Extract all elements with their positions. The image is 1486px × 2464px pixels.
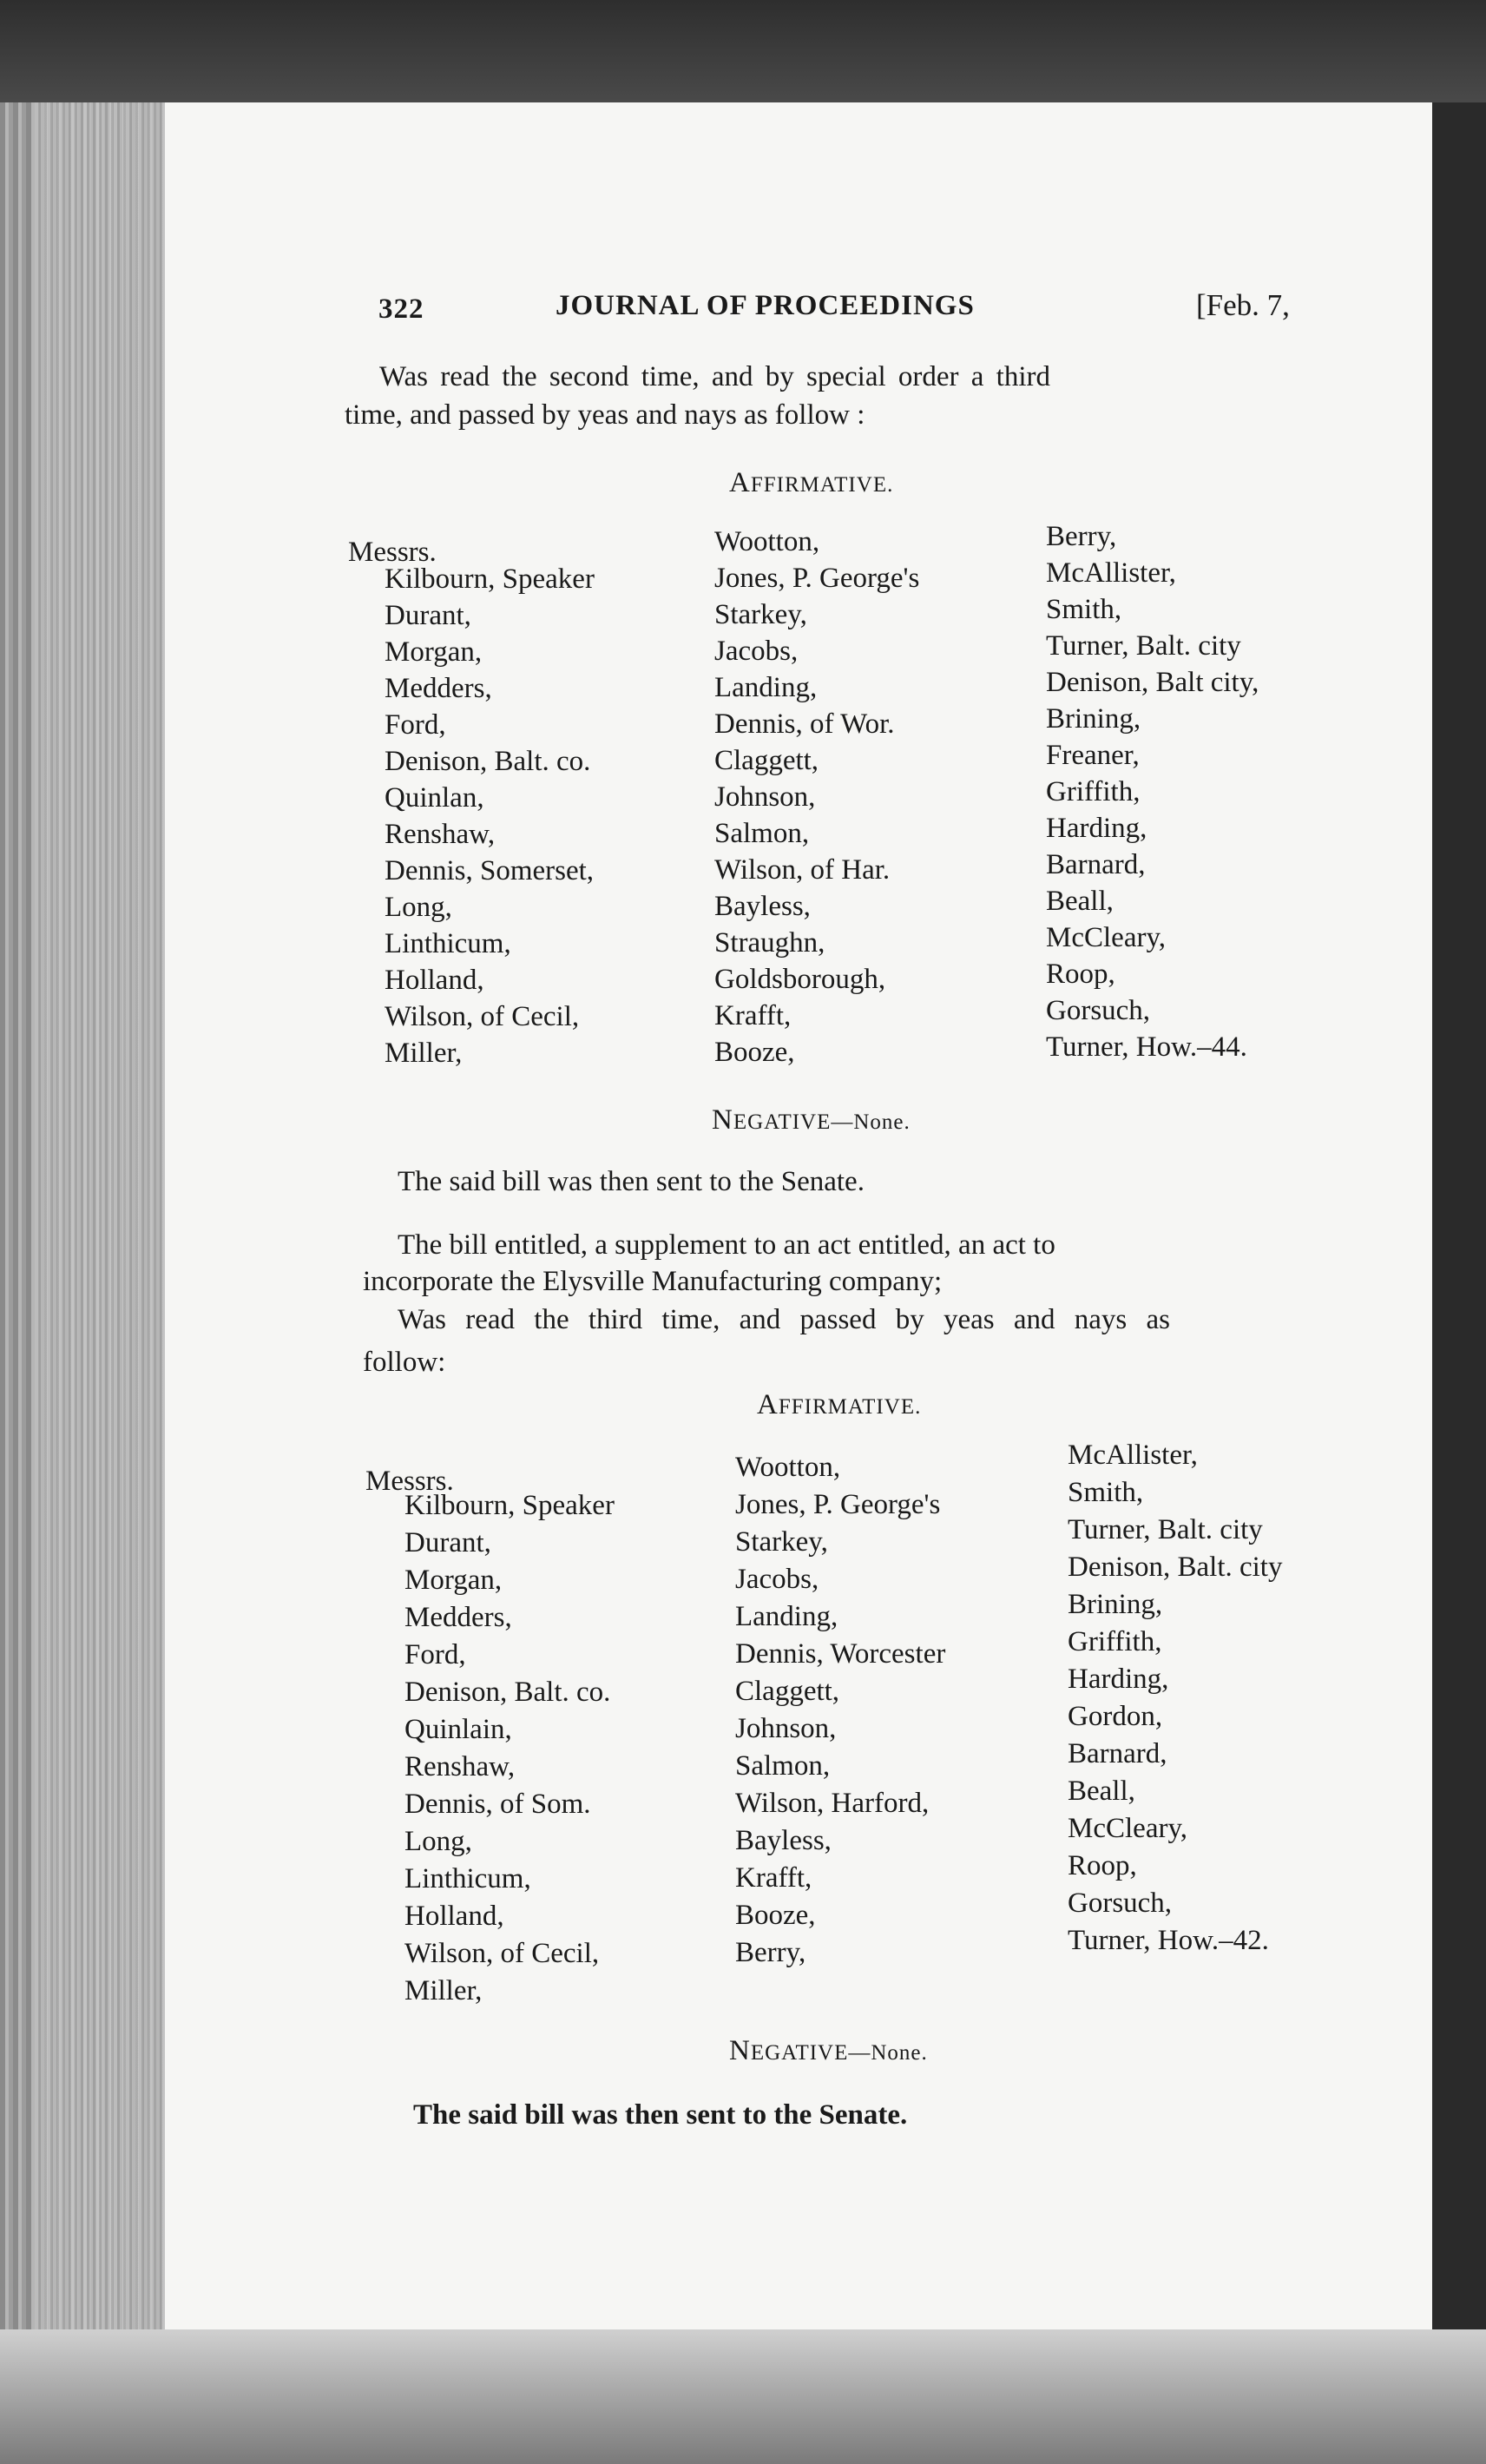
scan-background-right: [1432, 102, 1486, 2464]
vote2-closing: The said bill was then sent to the Senate.: [413, 2099, 908, 2131]
member-name: Jones, P. George's: [735, 1489, 941, 1520]
vote1-intro-line2: time, and passed by yeas and nays as follow :: [345, 399, 865, 431]
scan-background-top: [0, 0, 1486, 104]
member-name: Linthicum,: [404, 1863, 531, 1894]
member-name: Straughn,: [714, 927, 825, 959]
member-name: Morgan,: [385, 636, 483, 668]
member-name: Wootton,: [735, 1452, 841, 1483]
member-name: Roop,: [1068, 1850, 1137, 1881]
member-name: Starkey,: [735, 1526, 828, 1558]
member-name: Denison, Balt city,: [1046, 667, 1259, 698]
member-name: Landing,: [735, 1601, 838, 1632]
member-name: McCleary,: [1046, 922, 1167, 953]
member-name: Renshaw,: [385, 819, 496, 850]
member-name: Quinlan,: [385, 782, 484, 814]
member-name: Harding,: [1068, 1664, 1169, 1695]
member-name: Turner, Balt. city: [1068, 1514, 1263, 1545]
member-name: McCleary,: [1068, 1813, 1188, 1844]
member-name: Roop,: [1046, 959, 1115, 990]
member-name: Jones, P. George's: [714, 563, 920, 594]
vote2-bill-line2: incorporate the Elysville Manufacturing company;: [363, 1266, 943, 1297]
vote2-name-column: [404, 1492, 615, 2014]
vote2-intro-line1: Was read the third time, and passed by yeas and nays as: [398, 1304, 1170, 1335]
member-name: Johnson,: [735, 1713, 837, 1744]
member-name: Wilson, of Har.: [714, 854, 891, 886]
member-name: Durant,: [385, 600, 471, 631]
member-name: Linthicum,: [385, 928, 511, 959]
member-name: Gorsuch,: [1068, 1888, 1173, 1919]
vote1-affirmative-heading: AFFIRMATIVE.: [729, 467, 894, 498]
member-name: Morgan,: [404, 1565, 503, 1596]
member-name: Booze,: [714, 1037, 795, 1068]
member-name: Ford,: [404, 1639, 466, 1670]
member-name: Barnard,: [1046, 849, 1146, 880]
member-name: Berry,: [735, 1937, 806, 1968]
member-name: Wilson, of Cecil,: [404, 1938, 600, 1969]
member-name: Medders,: [385, 673, 492, 704]
member-name: Dennis, of Som.: [404, 1789, 591, 1820]
member-name: Jacobs,: [735, 1564, 819, 1595]
vote2-name-column: [1068, 1441, 1282, 1964]
member-name: Miller,: [404, 1975, 483, 2006]
member-name: Bayless,: [735, 1825, 832, 1856]
running-date: [Feb. 7,: [1196, 288, 1290, 322]
member-name: Quinlain,: [404, 1714, 512, 1745]
vote2-name-column: [735, 1453, 945, 1976]
member-name: Kilbourn, Speaker: [385, 563, 595, 595]
page-edges-inner: [35, 102, 165, 2342]
member-name: Barnard,: [1068, 1738, 1167, 1769]
member-name: Miller,: [385, 1038, 463, 1069]
running-title: JOURNAL OF PROCEEDINGS: [556, 290, 975, 321]
member-name: Long,: [385, 892, 452, 923]
member-name: Kilbourn, Speaker: [404, 1490, 615, 1521]
member-name: Berry,: [1046, 521, 1117, 552]
member-name: Landing,: [714, 672, 818, 703]
member-name: Freaner,: [1046, 740, 1140, 771]
member-name: Long,: [404, 1826, 472, 1857]
vote1-name-column: [1046, 523, 1259, 1070]
member-name: Turner, Balt. city: [1046, 630, 1241, 662]
member-name: Wilson, Harford,: [735, 1788, 930, 1819]
member-name: Dennis, Worcester: [735, 1638, 946, 1670]
member-name: Booze,: [735, 1900, 816, 1931]
member-name: Smith,: [1046, 594, 1122, 625]
vote1-closing: The said bill was then sent to the Senate.: [398, 1166, 865, 1197]
vote2-messrs: Messrs.: [365, 1466, 454, 1497]
member-name: Harding,: [1046, 813, 1147, 844]
member-name: Gordon,: [1068, 1701, 1163, 1732]
member-name: Krafft,: [735, 1862, 812, 1894]
member-name: Goldsborough,: [714, 964, 886, 995]
member-name: Medders,: [404, 1602, 512, 1633]
member-name: McAllister,: [1046, 557, 1176, 589]
member-name: Johnson,: [714, 781, 816, 813]
vote1-negative: NEGATIVE—None.: [712, 1104, 911, 1136]
vote2-bill-line1: The bill entitled, a supplement to an act entitled, an act to: [398, 1229, 1055, 1261]
member-name: Beall,: [1046, 886, 1114, 917]
member-name: Krafft,: [714, 1000, 792, 1031]
vote2-negative: NEGATIVE—None.: [729, 2035, 928, 2066]
member-name: Beall,: [1068, 1776, 1135, 1807]
member-name: Claggett,: [735, 1676, 840, 1707]
member-name: Gorsuch,: [1046, 995, 1151, 1026]
member-name: Griffith,: [1046, 776, 1141, 807]
member-name: Starkey,: [714, 599, 807, 630]
member-name: Holland,: [385, 965, 484, 996]
page-number: 322: [378, 293, 424, 325]
vote1-name-column: [714, 528, 919, 1075]
member-name: Holland,: [404, 1901, 504, 1932]
member-name: Durant,: [404, 1527, 491, 1558]
member-name: Denison, Balt. co.: [404, 1677, 611, 1708]
member-name: Brining,: [1068, 1589, 1163, 1620]
vote2-affirmative-heading: AFFIRMATIVE.: [757, 1389, 922, 1420]
vote1-intro-line1: Was read the second time, and by special order a third: [379, 361, 1050, 392]
member-name: Turner, How.–42.: [1068, 1925, 1269, 1956]
vote1-name-column: [385, 565, 595, 1076]
member-name: Bayless,: [714, 891, 811, 922]
scan-background-bottom: [0, 2329, 1486, 2464]
member-name: Brining,: [1046, 703, 1141, 735]
vote2-intro-line2: follow:: [363, 1347, 446, 1378]
book-page: [165, 102, 1432, 2329]
member-name: Wootton,: [714, 526, 820, 557]
member-name: Dennis, of Wor.: [714, 708, 895, 740]
member-name: Salmon,: [735, 1750, 831, 1782]
member-name: Ford,: [385, 709, 446, 741]
member-name: Dennis, Somerset,: [385, 855, 595, 886]
member-name: Denison, Balt. city: [1068, 1552, 1283, 1583]
member-name: Turner, How.–44.: [1046, 1031, 1247, 1063]
member-name: Salmon,: [714, 818, 810, 849]
member-name: Smith,: [1068, 1477, 1144, 1508]
member-name: Jacobs,: [714, 636, 799, 667]
member-name: Denison, Balt. co.: [385, 746, 591, 777]
member-name: Claggett,: [714, 745, 819, 776]
member-name: Renshaw,: [404, 1751, 516, 1782]
member-name: Wilson, of Cecil,: [385, 1001, 580, 1032]
member-name: Griffith,: [1068, 1626, 1162, 1657]
member-name: McAllister,: [1068, 1440, 1198, 1471]
vote1-messrs: Messrs.: [348, 537, 437, 568]
